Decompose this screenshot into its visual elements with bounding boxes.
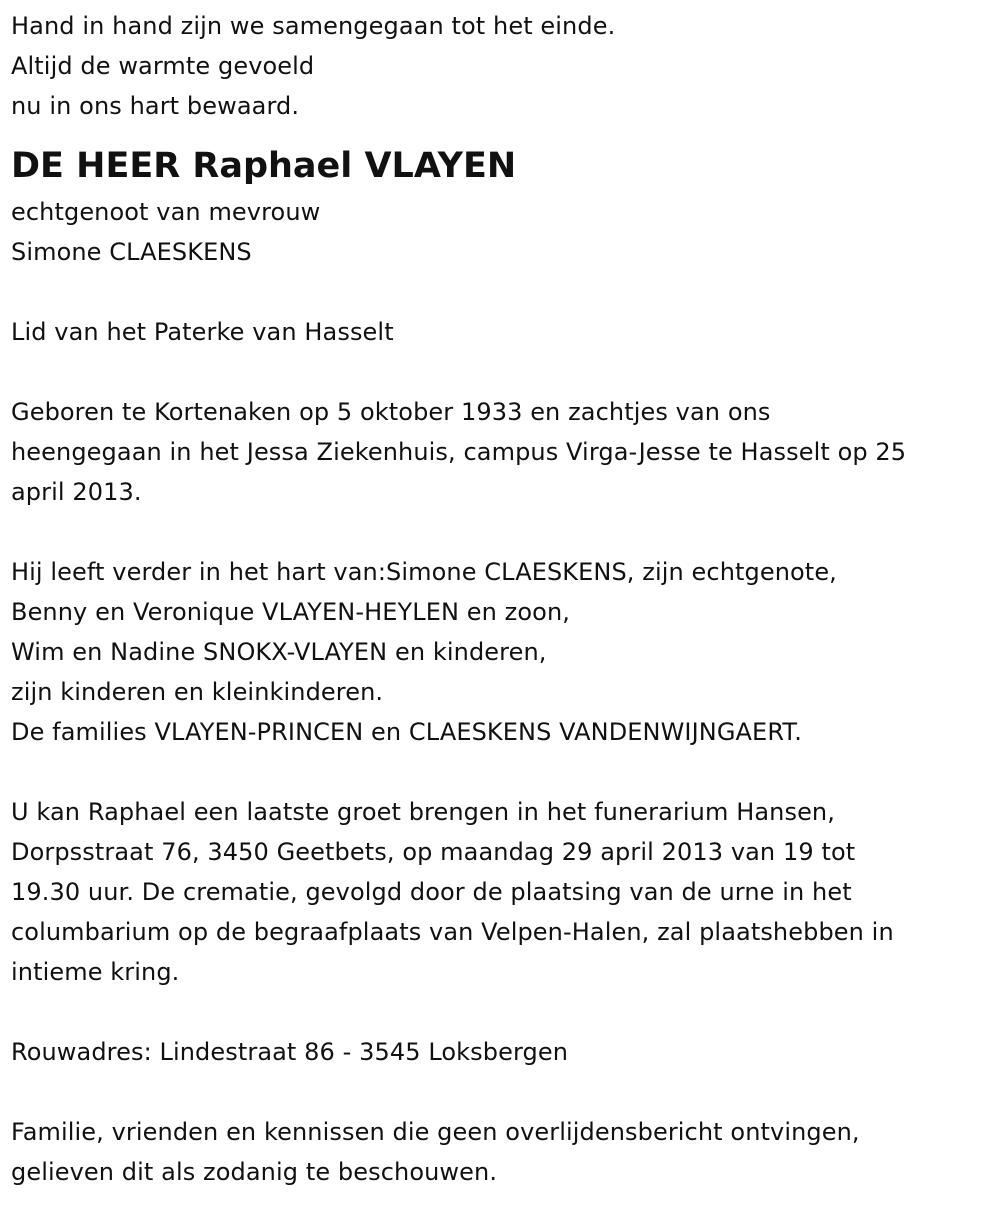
survivors-line: Hij leeft verder in het hart van:Simone CLAESKENS, zijn echtgenote,: [11, 558, 837, 586]
spouse-line: echtgenoot van mevrouw: [11, 198, 321, 226]
funeral-line: Dorpsstraat 76, 3450 Geetbets, op maandag 29 april 2013 van 19 tot: [11, 838, 856, 866]
birth-death-line: heengegaan in het Jessa Ziekenhuis, campus Virga-Jesse te Hasselt op 25: [11, 438, 907, 466]
spouse-line: Simone CLAESKENS: [11, 238, 252, 266]
funeral-block: [11, 792, 991, 992]
mourning-address: Rouwadres: Lindestraat 86 - 3545 Loksbergen: [11, 1038, 569, 1066]
spacer: [11, 752, 991, 792]
obituary-notice: [11, 6, 991, 1192]
spacer: [11, 352, 991, 392]
birth-death-line: Geboren te Kortenaken op 5 oktober 1933 en zachtjes van ons: [11, 398, 771, 426]
closing-line: gelieven dit als zodanig te beschouwen.: [11, 1158, 498, 1186]
spouse-block: [11, 192, 991, 272]
survivors-block: [11, 552, 991, 752]
poem-line: Altijd de warmte gevoeld: [11, 52, 315, 80]
funeral-line: 19.30 uur. De crematie, gevolgd door de plaatsing van de urne in het: [11, 878, 852, 906]
membership-line: Lid van het Paterke van Hasselt: [11, 318, 394, 346]
birth-death-line: april 2013.: [11, 478, 142, 506]
poem-block: [11, 6, 991, 126]
poem-line: Hand in hand zijn we samengegaan tot het einde.: [11, 12, 616, 40]
funeral-line: columbarium op de begraafplaats van Velpen-Halen, zal plaatshebben in: [11, 918, 894, 946]
funeral-line: intieme kring.: [11, 958, 180, 986]
closing-block: [11, 1112, 991, 1192]
survivors-line: De families VLAYEN-PRINCEN en CLAESKENS VANDENWIJNGAERT.: [11, 718, 802, 746]
birth-death-block: [11, 392, 991, 512]
spacer: [11, 992, 991, 1032]
survivors-line: zijn kinderen en kleinkinderen.: [11, 678, 384, 706]
spacer: [11, 512, 991, 552]
funeral-line: U kan Raphael een laatste groet brengen in het funerarium Hansen,: [11, 798, 835, 826]
deceased-name-title: DE HEER Raphael VLAYEN: [11, 146, 517, 186]
poem-line: nu in ons hart bewaard.: [11, 92, 300, 120]
closing-line: Familie, vrienden en kennissen die geen overlijdensbericht ontvingen,: [11, 1118, 860, 1146]
spacer: [11, 272, 991, 312]
survivors-line: Wim en Nadine SNOKX-VLAYEN en kinderen,: [11, 638, 547, 666]
survivors-line: Benny en Veronique VLAYEN-HEYLEN en zoon,: [11, 598, 570, 626]
spacer: [11, 1072, 991, 1112]
